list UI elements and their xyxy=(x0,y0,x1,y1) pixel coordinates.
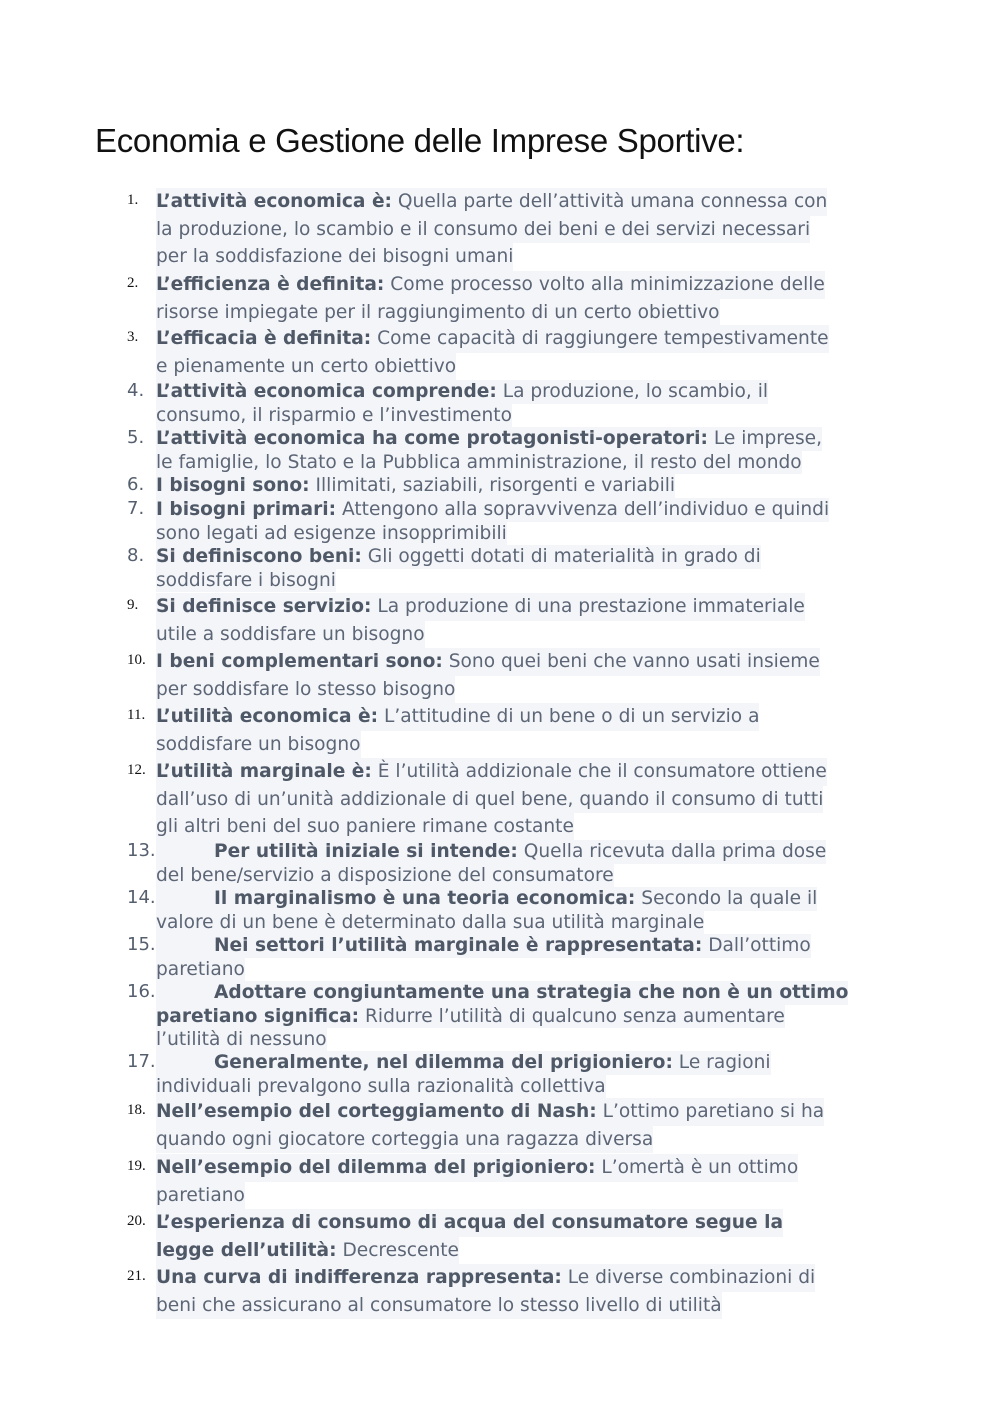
list-item-line xyxy=(156,1098,824,1126)
list-item-definition: paretiano xyxy=(156,958,245,980)
list-item-line xyxy=(156,1028,327,1052)
list-item-heading: Nell’esempio del dilemma del prigioniero: xyxy=(156,1157,596,1178)
list-item-number: 14. xyxy=(127,887,156,908)
list-item-text xyxy=(156,325,916,380)
list-item-number: 1. xyxy=(127,192,139,208)
list-item-line xyxy=(156,1005,785,1029)
list-item-line xyxy=(156,864,614,888)
list-item-definition: per soddisfare lo stesso bisogno xyxy=(156,678,456,700)
list-item-text xyxy=(156,271,916,326)
list-item-line xyxy=(156,1051,771,1075)
list-item-line xyxy=(156,813,574,841)
list-item-definition: paretiano xyxy=(156,1184,245,1206)
list-item-heading: L’esperienza di consumo di acqua del consumatore segue la xyxy=(156,1212,784,1233)
list-item-definition: Le imprese, xyxy=(707,428,823,449)
list-item-definition: È l’utilità addizionale che il consumatore ottiene xyxy=(371,761,827,782)
list-item-definition: individuali prevalgono sulla razionalità collettiva xyxy=(156,1075,606,1097)
list-item-definition: Quella ricevuta dalla prima dose xyxy=(517,841,827,862)
list-item-text xyxy=(156,981,916,1052)
list-item-line xyxy=(156,498,829,522)
list-item-number: 8. xyxy=(127,545,145,566)
list-item-heading: L’attività economica comprende: xyxy=(156,381,497,402)
list-item-heading: Il marginalismo è una teoria economica: xyxy=(214,888,636,909)
list-item-text xyxy=(156,934,916,981)
list-item-line xyxy=(156,887,817,911)
list-item-line xyxy=(156,271,825,299)
list-item-definition: L’omertà è un ottimo xyxy=(595,1157,799,1178)
list-item-definition: del bene/servizio a disposizione del consumatore xyxy=(156,864,614,886)
list-item-definition: Quella parte dell’attività umana connessa con xyxy=(392,191,828,212)
list-item-number: 13. xyxy=(127,840,156,861)
list-item-line xyxy=(156,522,507,546)
list-item-definition: Decrescente xyxy=(336,1239,459,1261)
list-item-heading: Nei settori l’utilità marginale è rappresentata: xyxy=(214,935,703,956)
list-item-line xyxy=(156,593,805,621)
list-item-number: 19. xyxy=(127,1158,146,1174)
list-item-heading: Generalmente, nel dilemma del prigioniero: xyxy=(214,1052,673,1073)
list-item-definition: Come processo volto alla minimizzazione delle xyxy=(384,274,825,295)
list-item-line xyxy=(156,786,823,814)
list-item-definition: la produzione, lo scambio e il consumo dei beni e dei servizi necessari xyxy=(156,218,811,240)
list-item-definition: consumo, il risparmio e l’investimento xyxy=(156,404,512,426)
list-item-line xyxy=(156,451,802,475)
list-item-line xyxy=(156,840,826,864)
list-item-definition: Attengono alla sopravvivenza dell’individuo e quindi xyxy=(336,499,830,520)
list-item-line xyxy=(156,353,456,381)
list-item-line xyxy=(156,404,512,428)
list-item-line xyxy=(156,545,761,569)
list-item-definition: Come capacità di raggiungere tempestivamente xyxy=(371,328,829,349)
list-item-definition: per la soddisfazione dei bisogni umani xyxy=(156,246,514,267)
list-item-heading: L’efficacia è definita: xyxy=(156,328,372,349)
list-item-definition: soddisfare un bisogno xyxy=(156,733,361,755)
list-item-text xyxy=(156,648,916,703)
list-item-number: 7. xyxy=(127,498,145,519)
list-item-line xyxy=(156,1154,798,1182)
list-item-line xyxy=(156,731,361,759)
list-item-definition: l’utilità di nessuno xyxy=(156,1029,327,1050)
list-item-text xyxy=(156,380,916,427)
list-item-number: 12. xyxy=(127,762,146,778)
list-item-number: 18. xyxy=(127,1102,146,1118)
list-item-number: 15. xyxy=(127,934,156,955)
list-item-text xyxy=(156,1098,916,1153)
list-item-number: 11. xyxy=(127,707,146,723)
list-item-text xyxy=(156,593,916,648)
list-item-heading: L’efficienza è definita: xyxy=(156,274,385,295)
list-item-number: 21. xyxy=(127,1268,146,1284)
list-item-heading: Adottare congiuntamente una strategia che non è un ottimo xyxy=(214,982,849,1003)
list-item-text xyxy=(156,498,916,545)
list-item-definition: Dall’ottimo xyxy=(702,935,811,956)
list-item-number: 4. xyxy=(127,380,145,401)
list-item-definition: Le diverse combinazioni di xyxy=(561,1267,816,1288)
list-item-text xyxy=(156,840,916,887)
list-item-line xyxy=(156,1292,722,1320)
list-item-line xyxy=(156,621,425,649)
list-item-line xyxy=(156,188,827,216)
list-item-heading: L’utilità economica è: xyxy=(156,706,379,727)
list-item-line xyxy=(156,1182,245,1210)
list-item-text xyxy=(156,1051,916,1098)
list-item-line xyxy=(156,1126,653,1154)
list-item-definition: sono legati ad esigenze insopprimibili xyxy=(156,522,507,544)
list-item-text xyxy=(156,188,916,271)
list-item-line xyxy=(156,1237,459,1265)
list-item-heading: L’utilità marginale è: xyxy=(156,761,372,782)
list-item-number: 2. xyxy=(127,275,139,291)
list-item-definition: Le ragioni xyxy=(672,1052,771,1073)
list-item-definition: La produzione di una prestazione immateriale xyxy=(371,596,805,617)
list-item-number: 10. xyxy=(127,652,146,668)
list-item-definition: e pienamente un certo obiettivo xyxy=(156,355,457,377)
list-item-line xyxy=(156,703,759,731)
list-item-number: 3. xyxy=(127,329,139,345)
page-title: Economia e Gestione delle Imprese Sportive: xyxy=(95,122,745,159)
list-item-definition: La produzione, lo scambio, il xyxy=(496,381,769,402)
list-item-line xyxy=(156,325,829,353)
list-item-line xyxy=(156,380,768,404)
list-item-line xyxy=(156,911,704,935)
list-item-definition: L’ottimo paretiano si ha xyxy=(596,1101,825,1122)
list-item-text xyxy=(156,887,916,934)
list-item-line xyxy=(156,648,820,676)
list-item-line xyxy=(156,1264,815,1292)
list-item-definition: Illimitati, saziabili, risorgenti e variabili xyxy=(309,475,676,496)
list-item-definition: soddisfare i bisogni xyxy=(156,569,336,591)
list-item-heading: I bisogni sono: xyxy=(156,475,310,496)
list-item-text xyxy=(156,474,916,498)
list-item-line xyxy=(156,243,513,271)
list-item-text xyxy=(156,427,916,474)
list-item-text xyxy=(156,1209,916,1264)
list-item-heading: Si definiscono beni: xyxy=(156,546,362,567)
list-item-definition: valore di un bene è determinato dalla sua utilità marginale xyxy=(156,911,705,933)
list-item-heading: L’attività economica è: xyxy=(156,191,392,212)
list-item-number: 17. xyxy=(127,1051,156,1072)
list-item-line xyxy=(156,1209,783,1237)
list-item-line xyxy=(156,676,455,704)
list-item-definition: Ridurre l’utilità di qualcuno senza aumentare xyxy=(359,1005,785,1027)
list-item-heading: Si definisce servizio: xyxy=(156,596,372,617)
list-item-line xyxy=(156,427,822,451)
list-item-number: 9. xyxy=(127,597,139,613)
list-item-number: 16. xyxy=(127,981,156,1002)
list-item-text xyxy=(156,703,916,758)
list-item-line xyxy=(156,474,675,498)
list-item-definition: Secondo la quale il xyxy=(635,888,818,909)
list-item-line xyxy=(156,299,720,327)
list-item-heading: I bisogni primari: xyxy=(156,499,337,520)
list-item-line xyxy=(156,934,811,958)
list-item-definition: beni che assicurano al consumatore lo stesso livello di utilità xyxy=(156,1294,722,1316)
list-item-definition: le famiglie, lo Stato e la Pubblica amministrazione, il resto del mondo xyxy=(156,451,802,473)
list-item-definition: L’attitudine di un bene o di un servizio a xyxy=(378,706,760,727)
list-item-heading: legge dell’utilità: xyxy=(156,1239,337,1261)
list-item-definition: Gli oggetti dotati di materialità in grado di xyxy=(361,546,761,567)
list-item-text xyxy=(156,758,916,841)
list-item-line xyxy=(156,981,848,1005)
list-item-line xyxy=(156,569,336,593)
list-item-heading: Una curva di indifferenza rappresenta: xyxy=(156,1267,562,1288)
list-item-definition: risorse impiegate per il raggiungimento di un certo obiettivo xyxy=(156,301,720,323)
list-item-text xyxy=(156,545,916,592)
list-item-text xyxy=(156,1264,916,1319)
list-item-definition: quando ogni giocatore corteggia una ragazza diversa xyxy=(156,1128,654,1150)
list-item-number: 5. xyxy=(127,427,145,448)
list-item-heading: Nell’esempio del corteggiamento di Nash: xyxy=(156,1101,597,1122)
list-item-heading: I beni complementari sono: xyxy=(156,651,443,672)
list-item-line xyxy=(156,758,827,786)
list-item-heading: L’attività economica ha come protagonisti-operatori: xyxy=(156,428,708,449)
list-item-line xyxy=(156,1075,606,1099)
list-item-line xyxy=(156,958,245,982)
list-item-definition: Sono quei beni che vanno usati insieme xyxy=(442,651,820,672)
list-item-text xyxy=(156,1154,916,1209)
list-item-definition: utile a soddisfare un bisogno xyxy=(156,623,425,645)
list-item-heading: paretiano significa: xyxy=(156,1005,360,1027)
list-item-number: 20. xyxy=(127,1213,146,1229)
list-item-definition: dall’uso di un’unità addizionale di quel bene, quando il consumo di tutti xyxy=(156,788,824,810)
list-item-line xyxy=(156,216,810,244)
list-item-heading: Per utilità iniziale si intende: xyxy=(214,841,518,862)
list-item-definition: gli altri beni del suo paniere rimane costante xyxy=(156,816,574,837)
list-item-number: 6. xyxy=(127,474,145,495)
